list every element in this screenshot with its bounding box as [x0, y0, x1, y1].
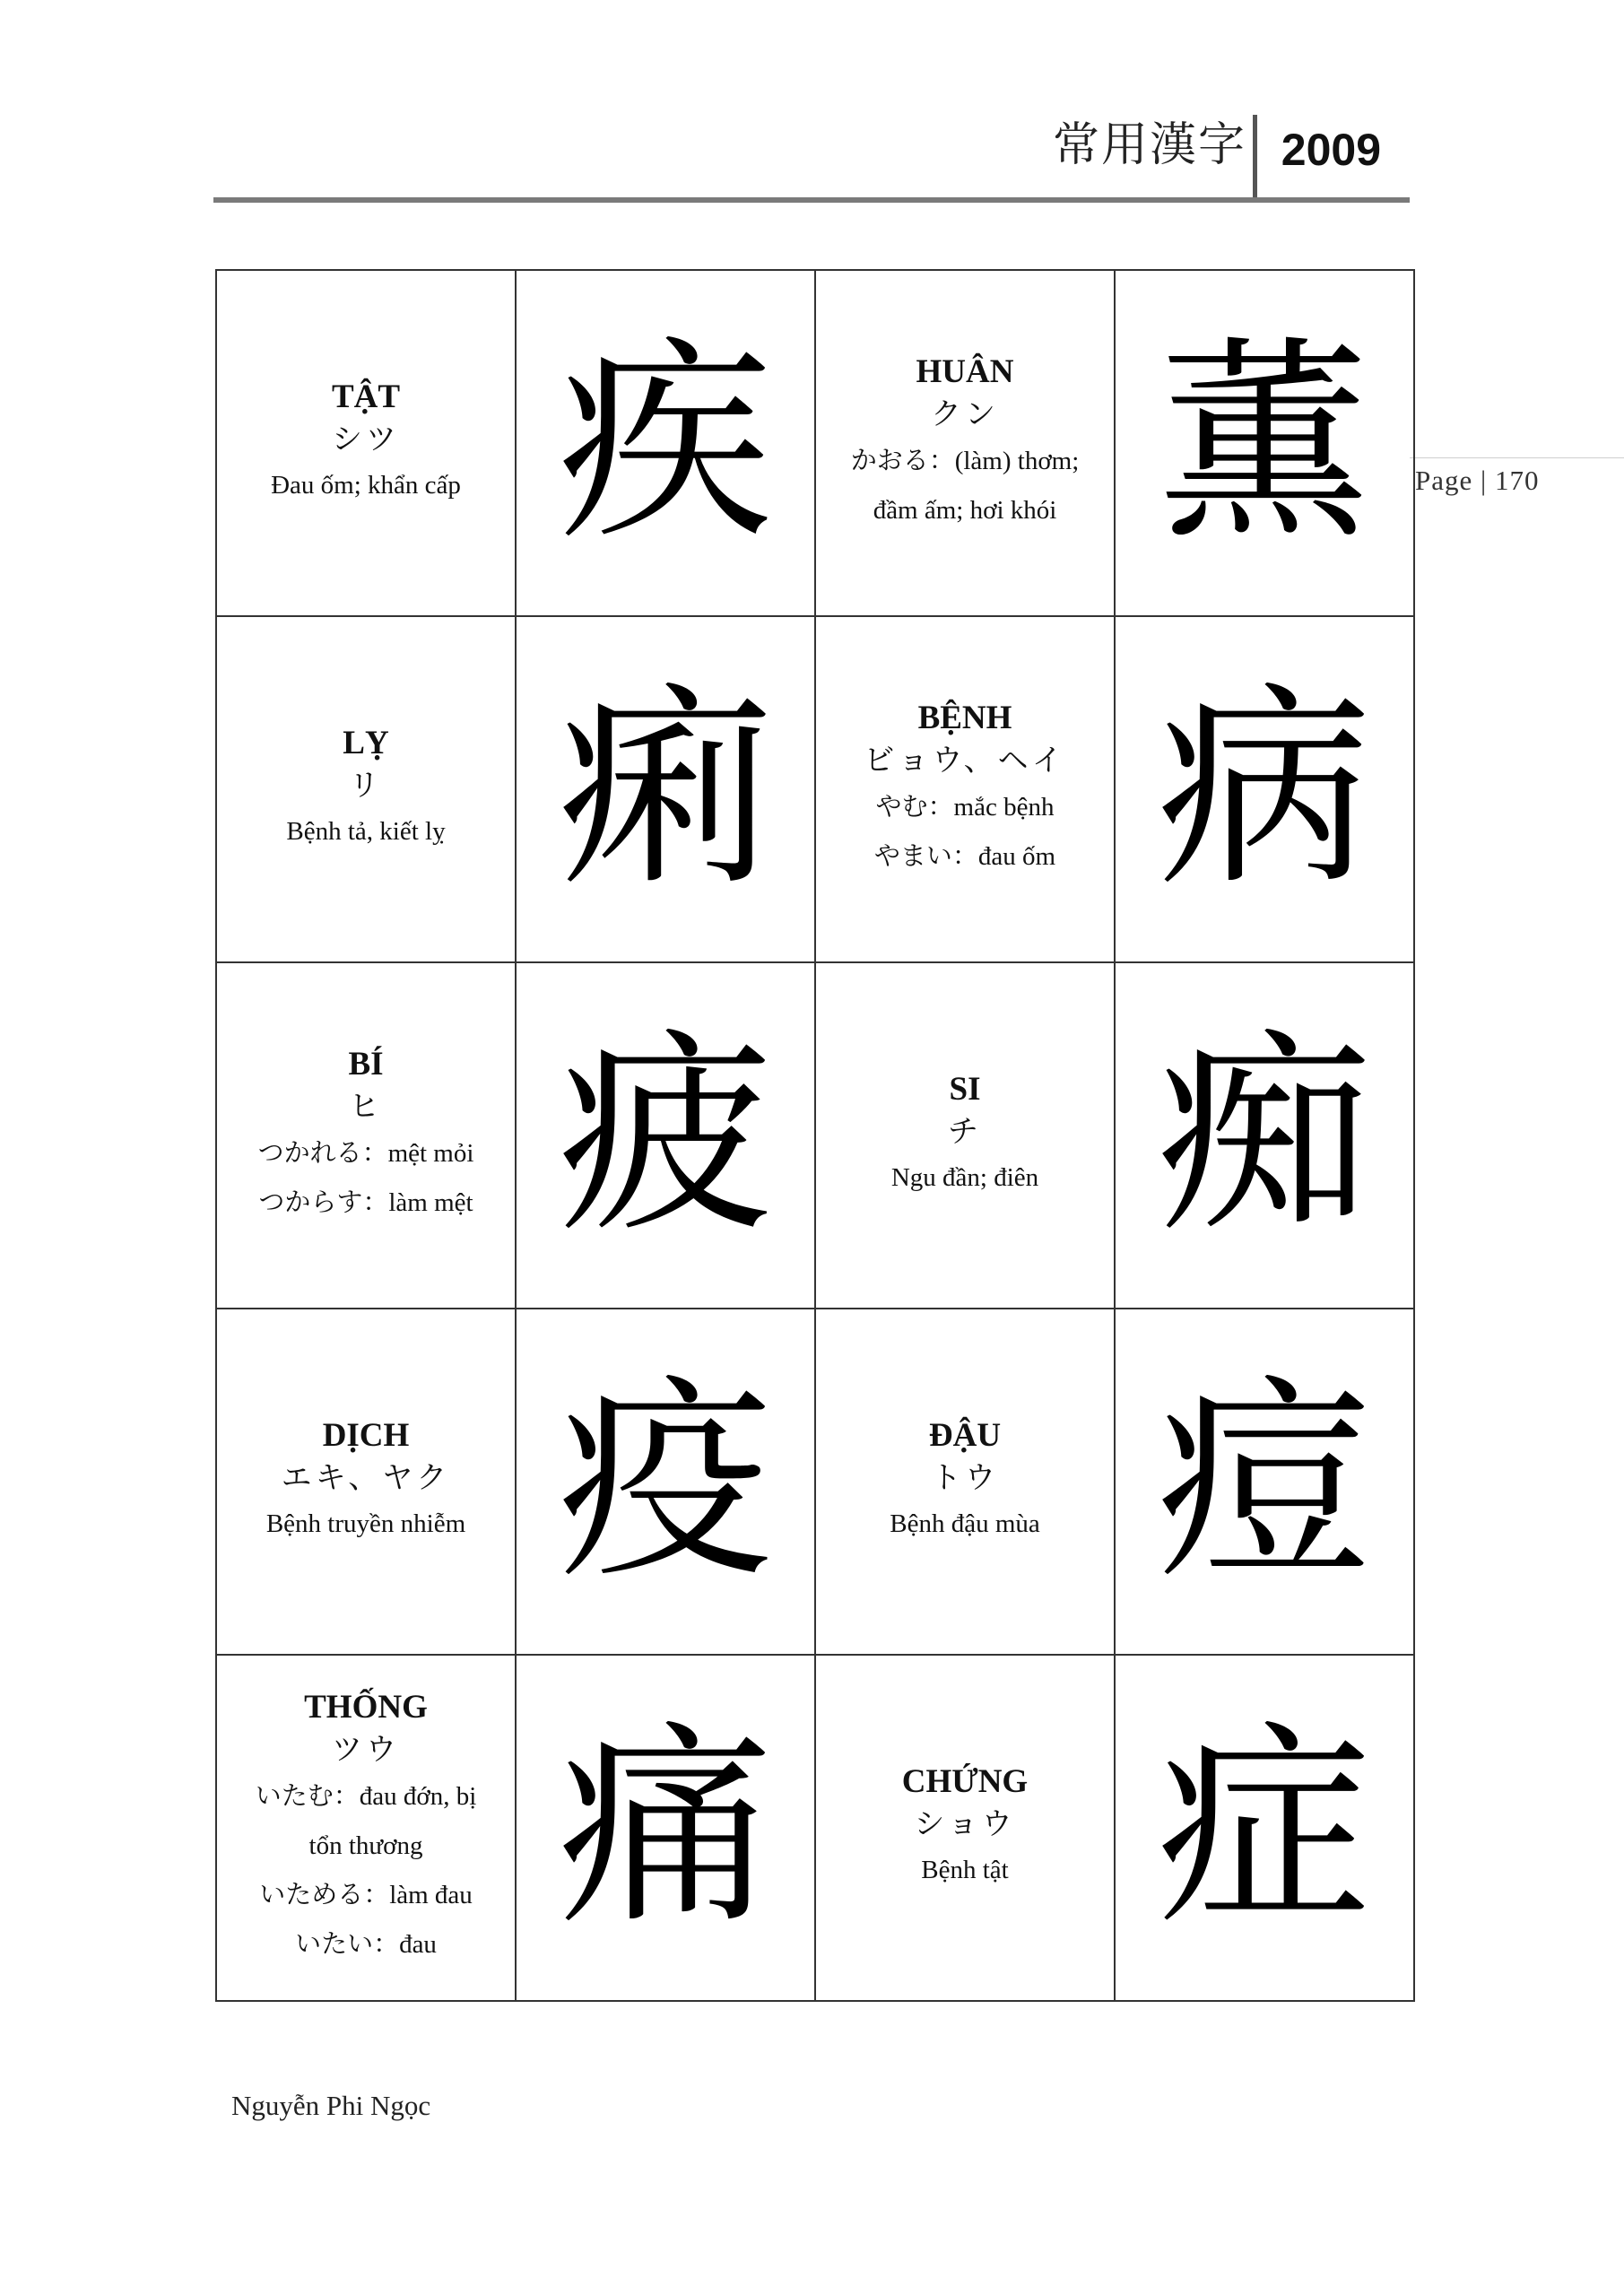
page-header [215, 115, 1408, 201]
sino-vietnamese-reading: DỊCH [322, 1416, 410, 1454]
kanji-character-cell [1115, 1309, 1414, 1655]
meaning-line: Bệnh truyền nhiễm [265, 1509, 466, 1539]
kanji-info-cell [216, 1655, 516, 2001]
sino-vietnamese-reading: THỐNG [304, 1688, 428, 1726]
kanji-character-cell [516, 1655, 815, 2001]
kanji-info-cell [815, 270, 1115, 616]
sino-vietnamese-reading: CHỨNG [901, 1762, 1029, 1800]
kanji-character-cell [1115, 616, 1414, 962]
kanji-row [216, 962, 1414, 1309]
kanji-entry [217, 722, 515, 857]
kanji-character: 疾 [557, 317, 773, 569]
meaning-line: tổn thương [308, 1831, 423, 1860]
onyomi-reading: シツ [332, 421, 400, 457]
header-title: 常用漢字 [1052, 118, 1246, 172]
onyomi-reading: リ [349, 767, 383, 804]
meaning-line: やまい：đau ốm [873, 841, 1056, 871]
kanji-character: 痴 [1156, 1010, 1372, 1261]
kanji-entry [217, 376, 515, 511]
kanji-entry [217, 1414, 515, 1550]
kanji-info-cell [815, 1655, 1115, 2001]
kanji-row [216, 616, 1414, 962]
header-rule [213, 197, 1410, 203]
meaning-line: かおる：(làm) thơm; [850, 446, 1080, 475]
kanji-character: 薫 [1156, 317, 1372, 569]
onyomi-reading: チ [948, 1113, 982, 1150]
meaning-line: đầm ấm; hơi khói [873, 495, 1057, 525]
onyomi-reading: ビョウ、ヘイ [864, 743, 1066, 779]
kanji-row [216, 270, 1414, 616]
kanji-entry [816, 697, 1114, 882]
sino-vietnamese-reading: BÍ [348, 1046, 384, 1083]
kanji-character: 病 [1156, 664, 1372, 915]
onyomi-reading: ヒ [349, 1089, 383, 1126]
meaning-line: いたい：đau [295, 1929, 437, 1959]
kanji-character-cell [1115, 270, 1414, 616]
onyomi-reading: エキ、ヤク [281, 1459, 451, 1496]
sino-vietnamese-reading: LỴ [343, 724, 389, 761]
sino-vietnamese-reading: ĐẬU [928, 1416, 1002, 1454]
kanji-info-cell [216, 1309, 516, 1655]
onyomi-reading: トウ [931, 1459, 999, 1496]
kanji-info-cell [815, 616, 1115, 962]
kanji-character-cell [1115, 1655, 1414, 2001]
meaning-line: Ngu đần; điên [890, 1163, 1039, 1193]
meaning-line: つかれる：mệt mỏi [257, 1138, 474, 1168]
kanji-entry [816, 1414, 1114, 1550]
meaning-line: やむ：mắc bệnh [875, 792, 1055, 822]
kanji-grid [215, 269, 1415, 2002]
sino-vietnamese-reading: BỆNH [917, 700, 1012, 737]
kanji-character-cell [1115, 962, 1414, 1309]
kanji-character: 症 [1156, 1702, 1372, 1953]
kanji-character-cell [516, 1309, 815, 1655]
kanji-entry [217, 1686, 515, 1970]
kanji-info-cell [216, 616, 516, 962]
onyomi-reading: ショウ [914, 1805, 1016, 1842]
kanji-row [216, 1309, 1414, 1655]
kanji-entry [217, 1043, 515, 1228]
sino-vietnamese-reading: TẬT [331, 378, 401, 415]
page-number-rule [1410, 457, 1624, 458]
kanji-character: 痛 [557, 1702, 773, 1953]
kanji-character-cell [516, 962, 815, 1309]
kanji-info-cell [216, 962, 516, 1309]
sino-vietnamese-reading: SI [949, 1070, 981, 1108]
meaning-line: つからす：làm mệt [258, 1187, 473, 1217]
kanji-character: 疲 [557, 1010, 773, 1261]
onyomi-reading: クン [931, 396, 999, 433]
kanji-info-cell [815, 962, 1115, 1309]
kanji-entry [816, 351, 1114, 535]
meaning-line: いたむ：đau đớn, bị [255, 1781, 477, 1811]
kanji-info-cell [216, 270, 516, 616]
meaning-line: いためる：làm đau [259, 1880, 473, 1909]
header-year: 2009 [1281, 125, 1381, 175]
kanji-character: 痘 [1156, 1356, 1372, 1607]
kanji-character: 痢 [557, 664, 773, 915]
kanji-character-cell [516, 616, 815, 962]
meaning-line: Bệnh tả, kiết lỵ [286, 817, 446, 847]
author-name: Nguyễn Phi Ngọc [231, 2090, 431, 2121]
page-number: Page | 170 [1415, 465, 1540, 496]
kanji-character-cell [516, 270, 815, 616]
kanji-character: 疫 [557, 1356, 773, 1607]
sino-vietnamese-reading: HUÂN [916, 353, 1014, 391]
kanji-row [216, 1655, 1414, 2001]
meaning-line: Đau ốm; khẩn cấp [271, 471, 461, 500]
meaning-line: Bệnh tật [921, 1856, 1009, 1885]
kanji-entry [816, 1068, 1114, 1204]
onyomi-reading: ツウ [332, 1732, 400, 1769]
kanji-info-cell [815, 1309, 1115, 1655]
kanji-entry [816, 1761, 1114, 1896]
header-separator [1253, 115, 1257, 201]
meaning-line: Bệnh đậu mùa [890, 1509, 1040, 1539]
